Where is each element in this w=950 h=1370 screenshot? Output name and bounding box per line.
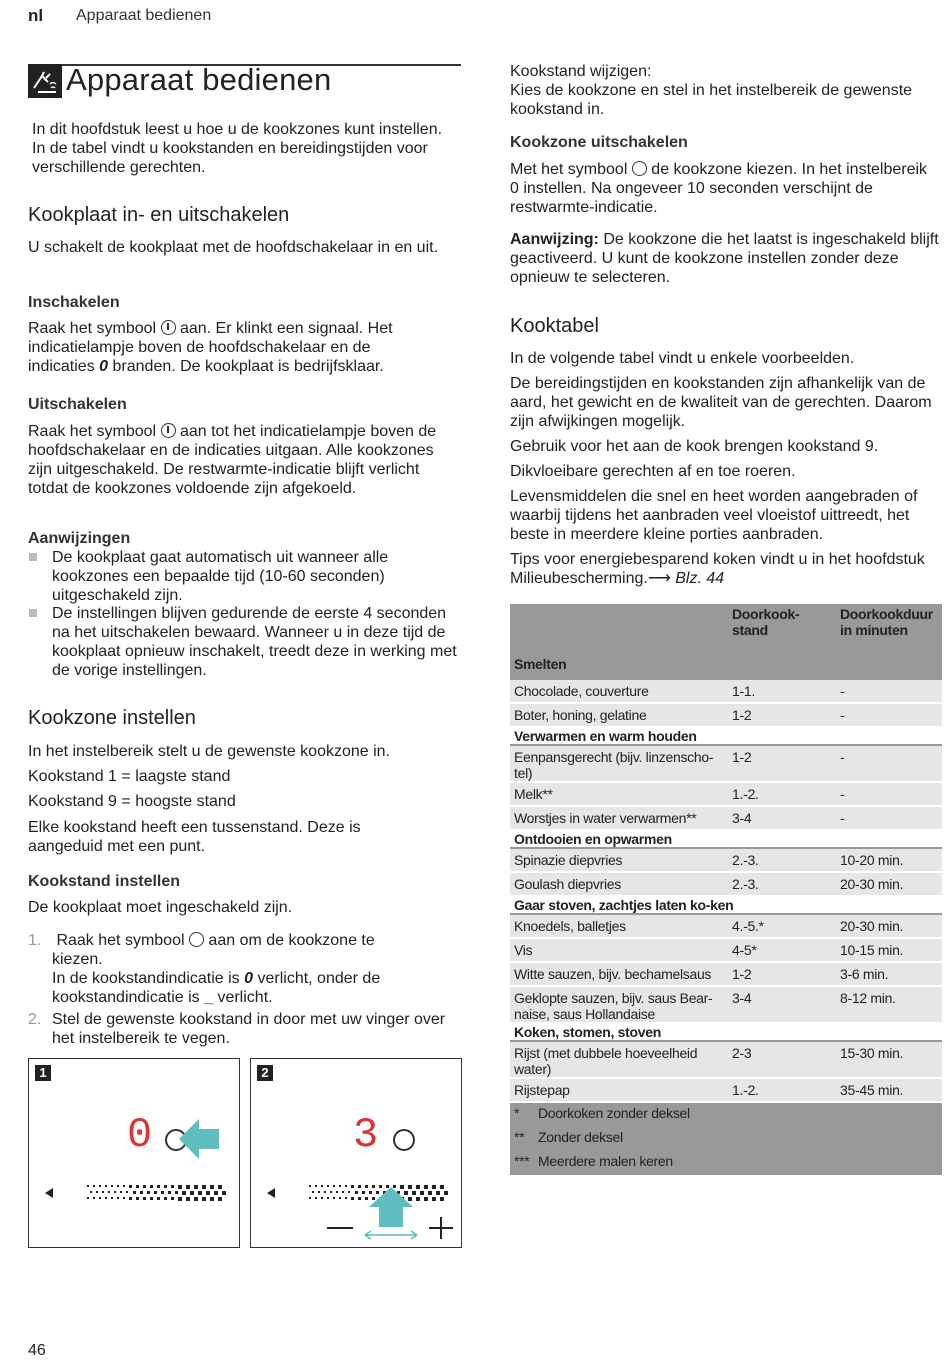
table-cell: Witte sauzen, bijv. bechamelsaus [510,963,728,987]
change-block: Kookstand wijzigen: Kies de kookzone en stel in het instelbereik de gewenste kookstand in. [510,63,913,118]
table-row [510,873,942,897]
table-group-title: Ontdooien en opwarmen [510,831,942,849]
table-cell: 2.-3. [728,873,836,897]
figure-number: 1 [35,1065,51,1081]
hint-text: Aanwijzing: De kookzone die het laatst is ingeschakeld blijft geactiveerd. U kunt de kookzone instellen zonder deze opnieuw te selecteren. [510,231,939,286]
zone-circle-icon [632,161,647,176]
footnote-mark: *** [514,1153,530,1169]
table-cell: 1-1. [728,680,836,704]
table-header-cell: Doorkook-stand [728,604,836,648]
zone-circle-icon [393,1129,415,1151]
zone-p4: Elke kookstand heeft een tussenstand. Deze is aangeduid met een punt. [28,819,361,855]
cooking-table [510,604,942,1175]
on-title: Inschakelen [28,294,120,311]
footnote-mark: ** [514,1129,525,1145]
off-title: Uitschakelen [28,396,127,413]
table-cell: Melk** [510,783,728,807]
swipe-arrow-icon [361,1185,421,1245]
section-title-zone: Kookzone instellen [28,707,196,729]
table-cell: 1.-2. [728,1079,836,1103]
onoff-text: U schakelt de kookplaat met de hoofdschakelaar in en uit. [28,239,439,256]
page-title: Apparaat bedienen [66,62,332,97]
note-2: De instellingen blijven gedurende de eerste 4 seconden na het uitschakelen bewaard. Wanneer u in deze tijd de kookplaat opnieuw inschakelt, treedt deze in werking met de vorige instellingen. [52,605,457,679]
bullet-icon [29,553,37,561]
kooktabel-title: Kooktabel [510,315,599,337]
table-group-row [510,648,942,680]
table-header-cell [510,604,728,648]
off-paragraph: Raak het symbool aan tot het indicatielampje boven de hoofdschakelaar en de indicaties uitgaan. Alle kookzones zijn uitgeschakeld. De restwarmte-indicatie blijft verlicht totdat de kookzones voldoende zijn afgekoeld. [28,423,437,497]
bullet-icon [29,609,37,617]
zoneoff-text: Met het symbool de kookzone kiezen. In het instelbereik 0 instellen. Na ongeveer 10 seconden verschijnt de restwarmte-indicatie. [510,161,928,216]
table-cell: 15-30 min. [836,1042,942,1079]
table-cell: 20-30 min. [836,873,942,897]
zone-p3: Kookstand 9 = hoogste stand [28,793,236,810]
slider-area[interactable] [43,1179,233,1211]
table-row [510,849,942,873]
figure-1 [28,1058,240,1248]
table-cell: 2-3 [728,1042,836,1079]
pointer-arrow-icon [179,1117,221,1161]
table-cell: 3-4 [728,987,836,1024]
zone-circle-icon [189,932,204,947]
table-cell: Chocolade, couverture [510,680,728,704]
step1-number: 1. [28,932,42,949]
table-cell: Geklopte sauzen, bijv. saus Bear-naise, saus Hollandaise [510,987,728,1024]
footnote [510,1151,942,1175]
table-group-row [510,897,942,915]
page-reference[interactable]: Blz. 44 [675,570,725,587]
table-cell: 1.-2. [728,783,836,807]
figure-2 [250,1058,462,1248]
table-cell: Spinazie diepvries [510,849,728,873]
table-group-title: Smelten [510,648,942,680]
table-row [510,704,942,728]
table-cell: Eenpansgerecht (bijv. linzenscho-tel) [510,746,728,783]
table-cell: - [836,680,942,704]
table-cell: - [836,807,942,831]
table-cell: 20-30 min. [836,915,942,939]
dash-indicator-icon: _ [204,989,213,1006]
table-header-cell: Doorkookduur in minuten [836,604,942,648]
step1-text: Raak het symbool aan om de kookzone te kiezen. In de kookstandindicatie is 0 verlicht, onder de kookstandindicatie is _ verlicht. [52,932,381,1006]
table-row [510,783,942,807]
table-group-title: Koken, stomen, stoven [510,1024,942,1042]
table-row [510,1042,942,1079]
arrow-right-icon: ⟶ [647,570,671,587]
table-group-row [510,831,942,849]
table-cell: Vis [510,939,728,963]
slider-area[interactable] [265,1179,455,1211]
zone-p2: Kookstand 1 = laagste stand [28,768,231,785]
table-cell: Rijstepap [510,1079,728,1103]
table-cell: Boter, honing, gelatine [510,704,728,728]
footnote-text: Doorkoken zonder deksel [538,1105,690,1121]
table-cell: 1-2 [728,963,836,987]
cook-level-digit: 3 [353,1111,379,1159]
zone-p1: In het instelbereik stelt u de gewenste kookzone in. [28,743,390,760]
plus-icon[interactable] [429,1217,453,1239]
zoneoff-title: Kookzone uitschakelen [510,134,688,151]
table-cell: Rijst (met dubbele hoeveelheid water) [510,1042,728,1079]
table-cell: 10-15 min. [836,939,942,963]
kooktabel-intro: In de volgende tabel vindt u enkele voorbeelden. De bereidingstijden en kookstanden zijn afhankelijk van de aard, het gewicht en de kwaliteit van de gerechten. Daarom zijn afwijkingen mogelijk. Gebruik voor het aan de kook brengen kookstand 9. Dikvloeibare gerechten af en toe roeren. Levensmiddelen die snel en heet worden aangebraden of waarbij tijdens het aanbraden veel vloeistof uittreedt, het beste in meerdere kleine porties aanbraden. Tips voor energiebesparend koken vindt u in het hoofdstuk Milieubescherming.⟶ Blz. 44 [510,350,932,587]
notes-title: Aanwijzingen [28,530,131,547]
hand-hob-icon [28,64,62,98]
language-code: nl [28,6,44,25]
step2-number: 2. [28,1011,42,1028]
table-row [510,987,942,1024]
footnote-text: Zonder deksel [538,1129,623,1145]
minus-icon[interactable] [327,1227,353,1229]
table-cell: - [836,783,942,807]
footnote-text: Meerdere malen keren [538,1153,673,1169]
table-row [510,680,942,704]
figure-number: 2 [257,1065,273,1081]
table-cell: 8-12 min. [836,987,942,1024]
table-cell: 35-45 min. [836,1079,942,1103]
intro-text: In dit hoofdstuk leest u hoe u de kookzones kunt instellen. In de tabel vindt u kookstanden en bereidingstijden voor verschillende gerechten. [32,121,443,176]
table-row [510,915,942,939]
table-group-row [510,728,942,746]
footnote [510,1103,942,1127]
table-cell: 3-6 min. [836,963,942,987]
table-cell: 2.-3. [728,849,836,873]
table-row [510,807,942,831]
table-cell: 10-20 min. [836,849,942,873]
table-header-row [510,604,942,648]
step2-text: Stel de gewenste kookstand in door met uw vinger over het instelbereik te vegen. [52,1011,446,1047]
table-group-title: Verwarmen en warm houden [510,728,942,746]
ks-text: De kookplaat moet ingeschakeld zijn. [28,899,293,916]
table-cell: Goulash diepvries [510,873,728,897]
note-1: De kookplaat gaat automatisch uit wanneer alle kookzones een bepaalde tijd (10-60 seconden) uitgeschakeld zijn. [52,549,389,604]
table-cell: 3-4 [728,807,836,831]
table-row [510,746,942,783]
footnote-row [510,1151,942,1175]
footnote-row [510,1127,942,1151]
table-cell: 1-2 [728,746,836,783]
table-row [510,963,942,987]
table-cell: 4.-5.* [728,915,836,939]
footnote-row [510,1103,942,1127]
running-header: Apparaat bedienen [76,7,212,24]
on-paragraph: Raak het symbool aan. Er klinkt een signaal. Het indicatielampje boven de hoofdschakelaar en de indicaties 0 branden. De kookplaat is bedrijfsklaar. [28,320,393,375]
power-icon [161,320,176,335]
ks-title: Kookstand instellen [28,873,181,890]
table-group-row [510,1024,942,1042]
table-row [510,1079,942,1103]
page-number: 46 [28,1342,46,1359]
table-cell: - [836,704,942,728]
table-cell: 1-2 [728,704,836,728]
table-cell: - [836,746,942,783]
zero-digit-icon: 0 [99,358,109,375]
table-cell: Worstjes in water verwarmen** [510,807,728,831]
section-title-onoff: Kookplaat in- en uitschakelen [28,204,290,226]
footnote [510,1127,942,1151]
power-icon [161,423,176,438]
table-group-title: Gaar stoven, zachtjes laten ko-ken [510,897,942,915]
table-cell: Knoedels, balletjes [510,915,728,939]
footnote-mark: * [514,1105,520,1121]
table-row [510,939,942,963]
zero-digit-icon: 0 [244,970,254,987]
table-cell: 4-5* [728,939,836,963]
cook-level-digit: 0 [127,1111,153,1159]
